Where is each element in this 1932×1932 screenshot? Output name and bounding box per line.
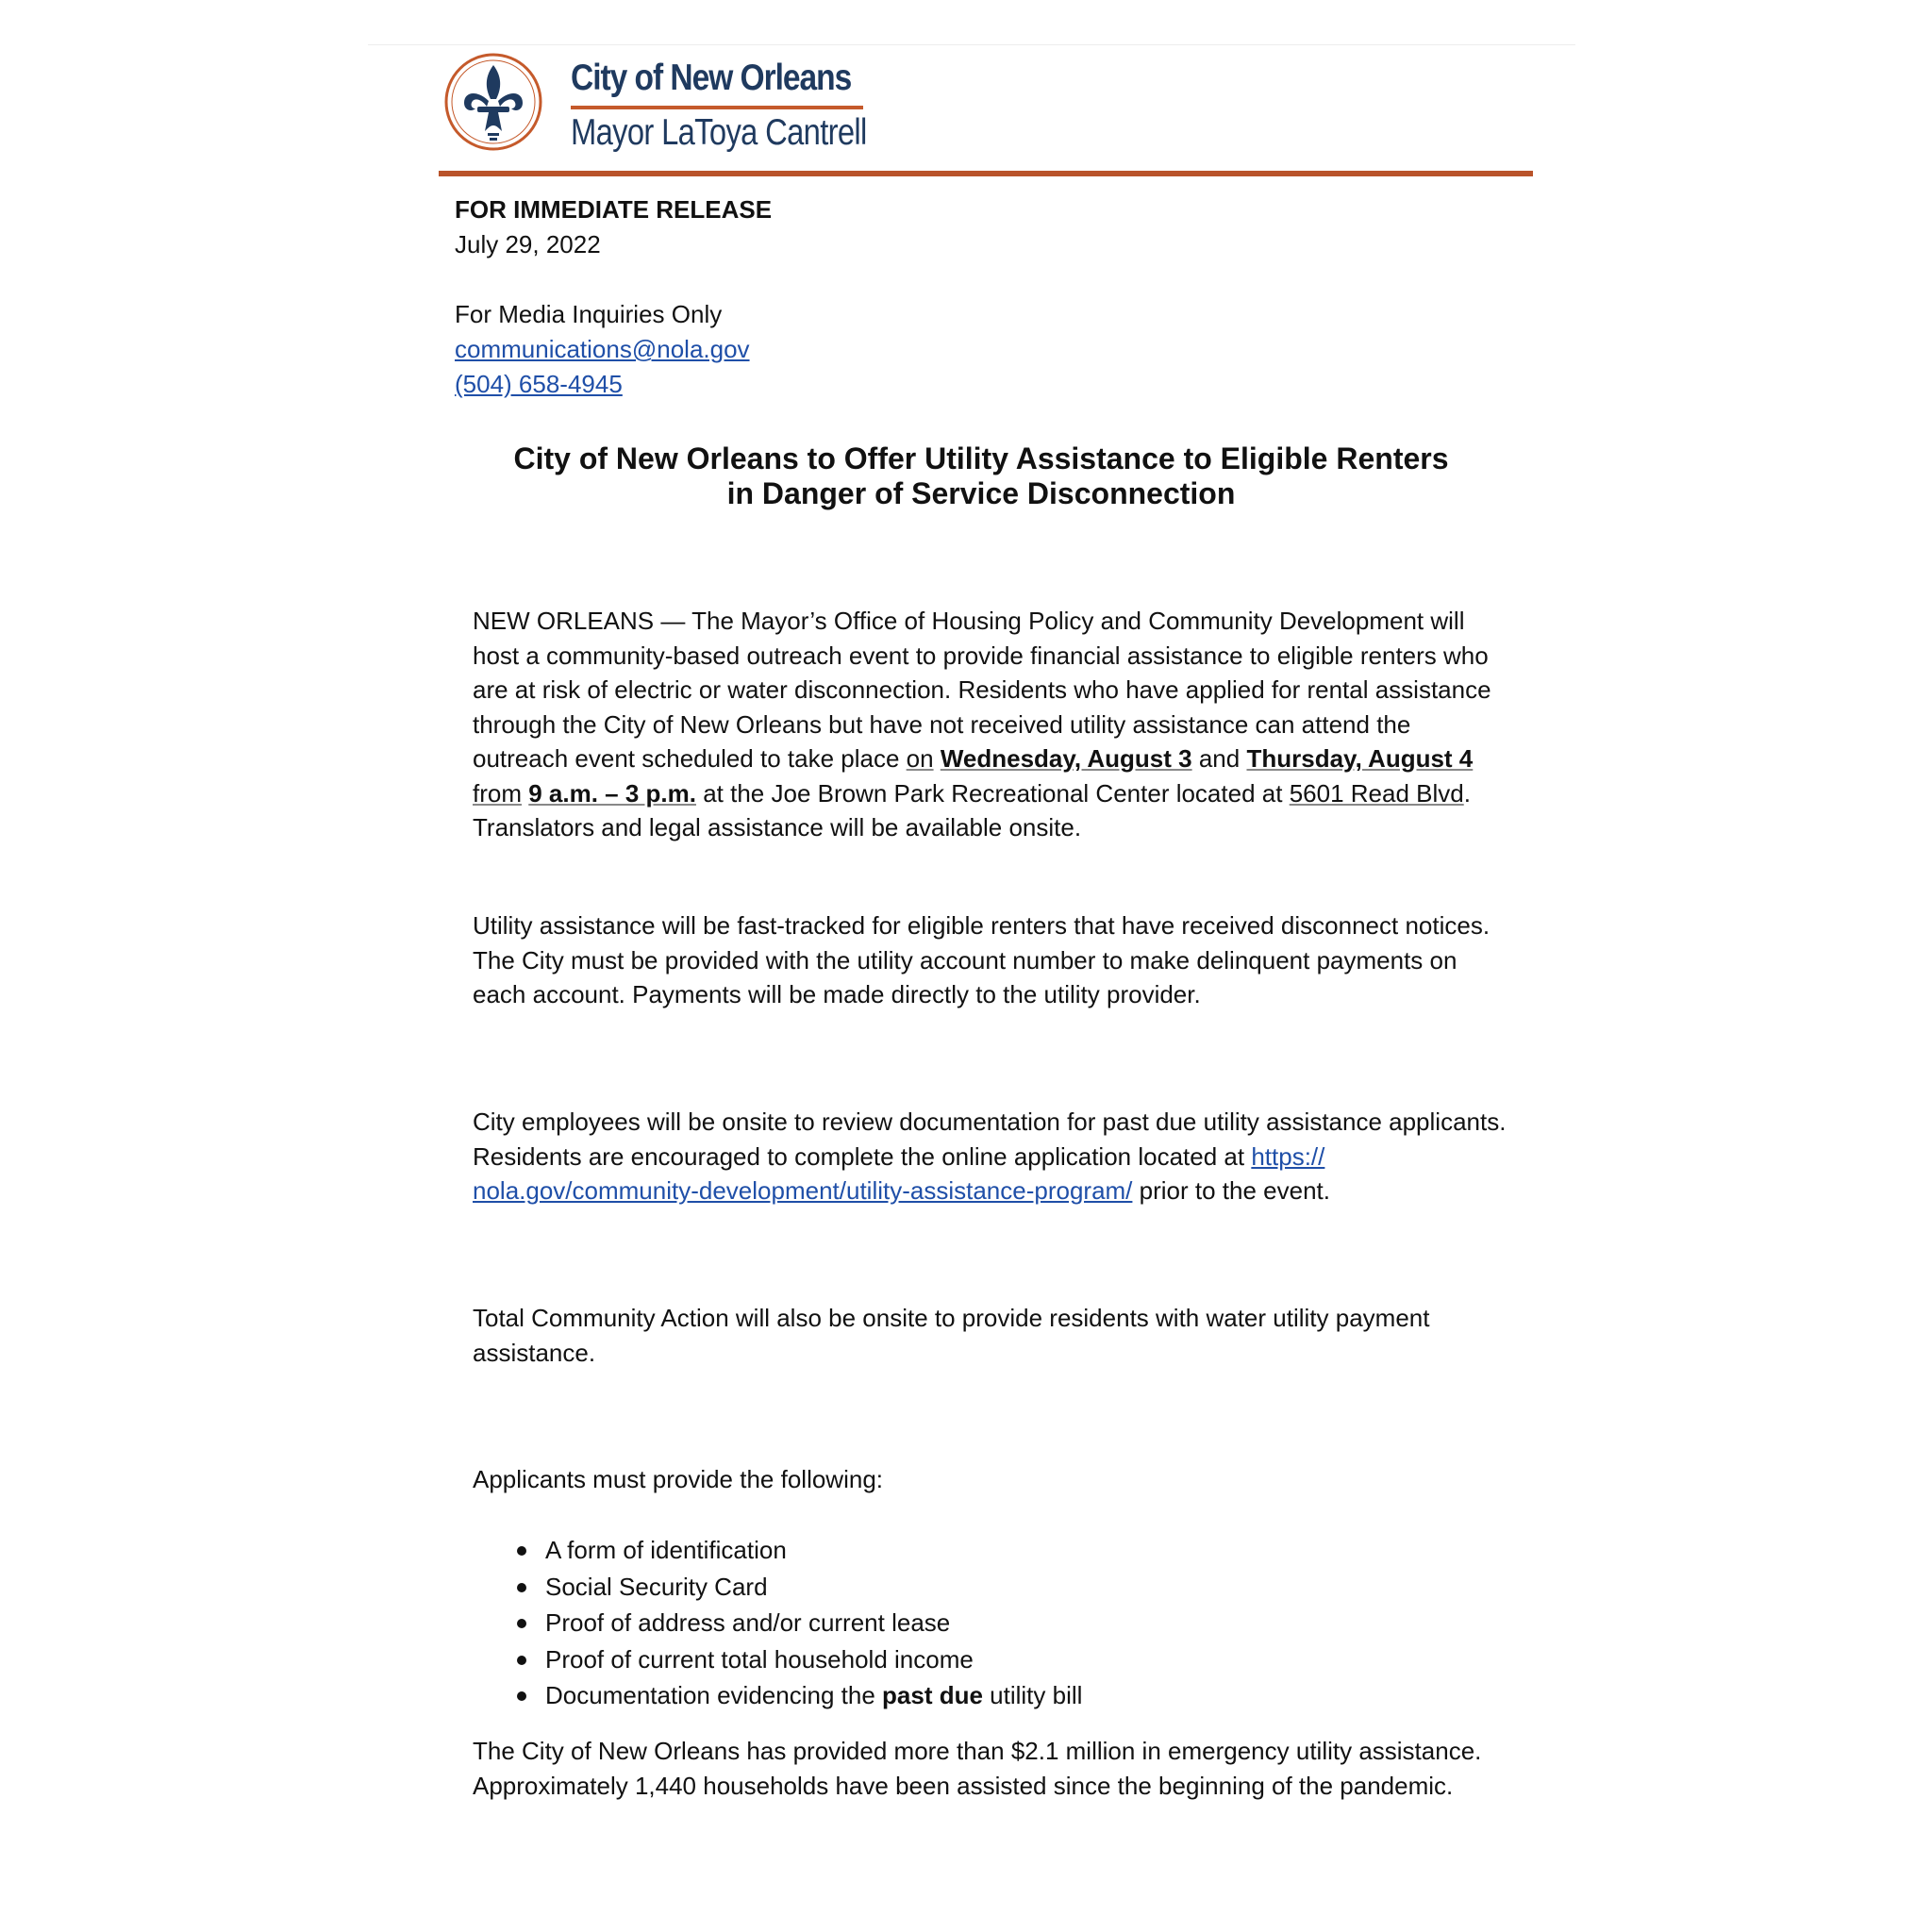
org-name: City of New Orleans (571, 58, 852, 98)
media-email-link[interactable]: communications@nola.gov (455, 335, 750, 363)
release-date: July 29, 2022 (455, 230, 601, 258)
mayor-name: Mayor LaToya Cantrell (571, 112, 867, 153)
list-item: Proof of address and/or current lease (473, 1605, 1082, 1641)
media-label: For Media Inquiries Only (455, 300, 723, 328)
paragraph-announcement (473, 604, 1510, 845)
requirements-intro: Applicants must provide the following: (473, 1465, 884, 1493)
spacer (455, 262, 772, 297)
p1-and-word: and (1198, 744, 1241, 773)
release-info (455, 192, 772, 402)
letterhead (439, 52, 1524, 176)
p1-text-c: . Translators and legal assistance will be available onsite. (473, 778, 1471, 841)
url-line-2: nola.gov/community-development/utility-assistance-program/ (473, 1176, 1133, 1205)
p3-text-a: City employees will be onsite to review documentation for past due utility assistance applicants. Residents are encouraged to complete the online application located at (473, 1108, 1507, 1171)
last-item-text-a: Documentation evidencing the (545, 1681, 875, 1710)
event-address: 5601 Read Blvd (1289, 778, 1464, 808)
release-label: FOR IMMEDIATE RELEASE (455, 195, 773, 224)
list-item: Social Security Card (473, 1569, 1082, 1606)
p1-from-word: from (473, 778, 522, 808)
p1-text-a: NEW ORLEANS — The Mayor’s Office of Housing Policy and Community Development will host a community-based outreach event to provide financial assistance to eligible renters who are at risk of electric or water disconnection. Residents who have applied for rental assistance through the City of New Orleans but have not received utility assistance can attend the outreach event scheduled to take place (473, 607, 1491, 773)
list-item (473, 1677, 1082, 1714)
headline-line-2: in Danger of Service Disconnection (726, 476, 1236, 510)
paragraph-community-action: Total Community Action will also be onsite to provide residents with water utility payment assistance. (473, 1304, 1430, 1367)
paragraph-fast-track: Utility assistance will be fast-tracked for eligible renters that have received disconnect notices. The City must be provided with the utility account number to make delinquent payments on each account. Payments will be made directly to the utility provider. (473, 911, 1491, 1008)
event-date-2: Thursday, August 4 (1246, 744, 1474, 773)
list-item: A form of identification (473, 1532, 1082, 1569)
org-underline (571, 106, 863, 109)
headline-line-1: City of New Orleans to Offer Utility Assistance to Eligible Renters (513, 441, 1449, 475)
list-item: Proof of current total household income (473, 1641, 1082, 1678)
url-line-1: https:// (1251, 1141, 1325, 1171)
p1-on-word: on (906, 744, 934, 773)
fleur-de-lis-seal-icon (443, 52, 543, 152)
p1-text-b: at the Joe Brown Park Recreational Center located at (703, 778, 1283, 808)
event-date-1: Wednesday, August 3 (940, 744, 1192, 773)
event-time: 9 a.m. – 3 p.m. (528, 778, 696, 808)
paragraph-totals: The City of New Orleans has provided more than $2.1 million in emergency utility assistance. Approximately 1,440 households have been assisted since the beginning of the pandemic. (473, 1737, 1482, 1800)
press-release-headline (455, 441, 1507, 511)
past-due-emphasis: past due (882, 1681, 983, 1710)
header-divider (439, 171, 1533, 176)
last-item-text-b: utility bill (990, 1681, 1083, 1710)
top-divider (368, 44, 1575, 45)
requirements-list (473, 1532, 1082, 1714)
media-phone-link[interactable]: (504) 658-4945 (455, 370, 623, 398)
paragraph-online-application (473, 1105, 1510, 1208)
p3-text-b: prior to the event. (1139, 1176, 1330, 1205)
